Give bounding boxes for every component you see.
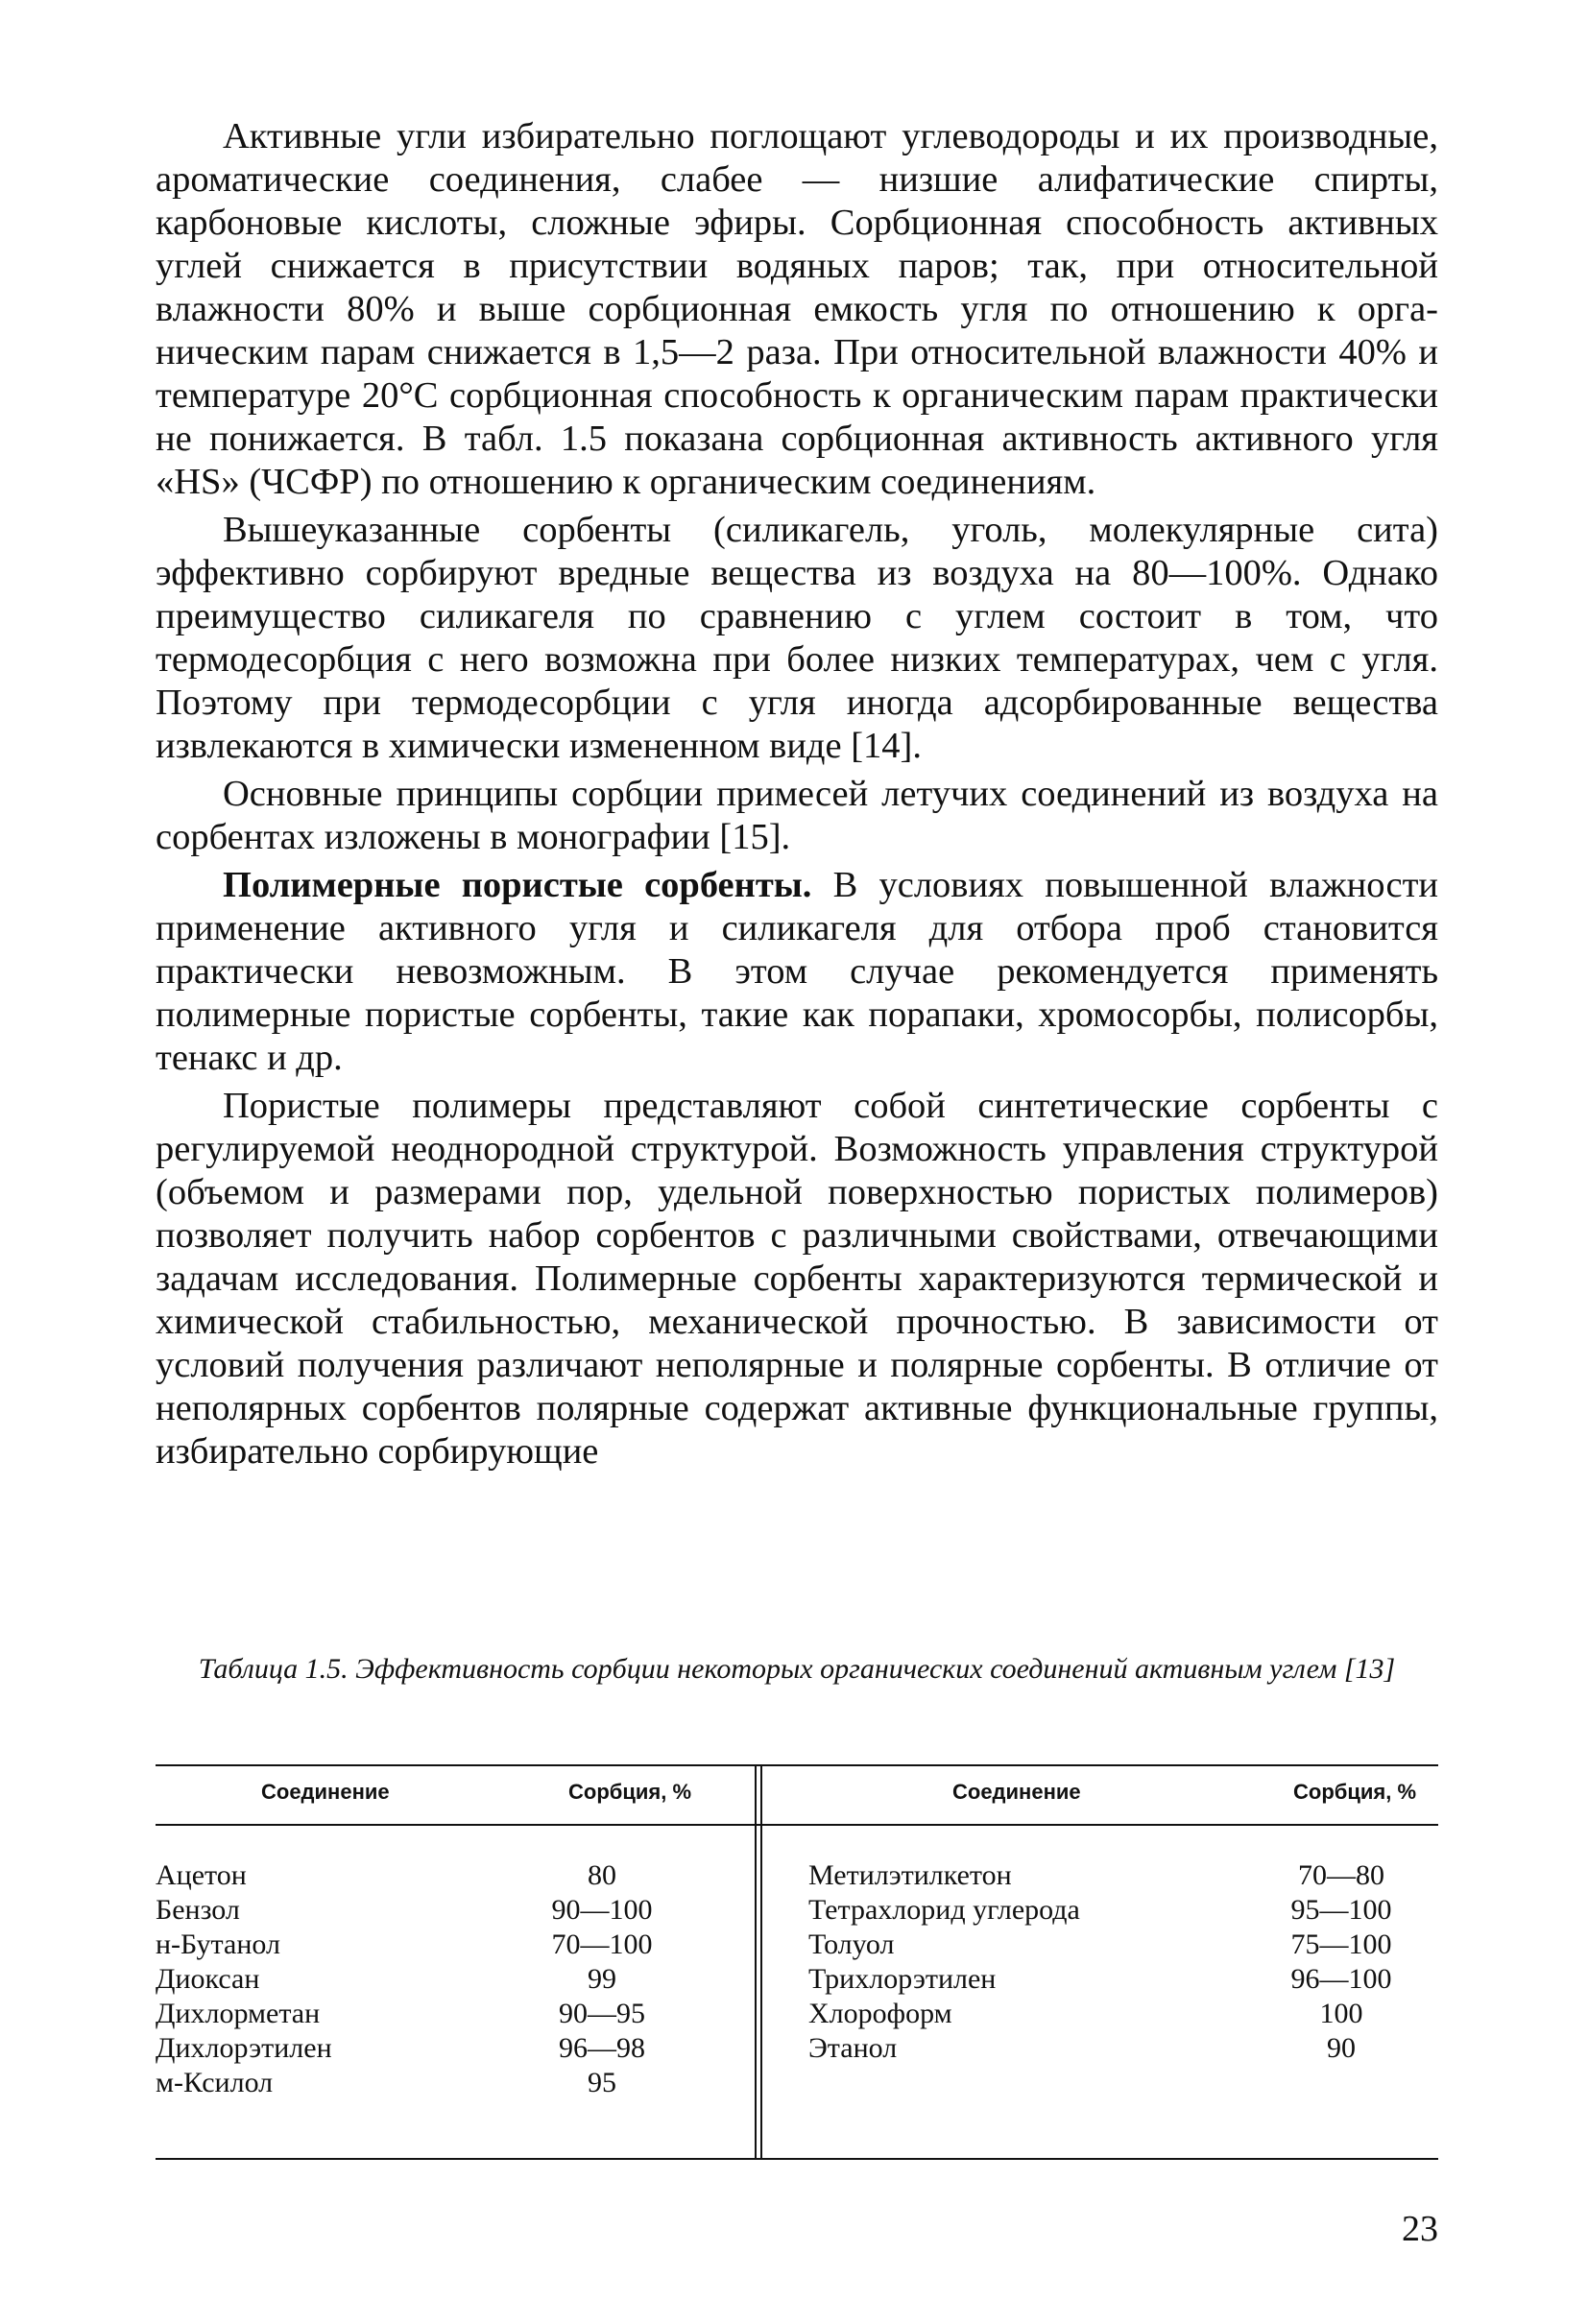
table-row [156, 1928, 749, 1962]
column-header-sorption: Сорбция, % [568, 1780, 692, 1804]
sorption-value: 80 [588, 1859, 616, 1891]
page-number: 23 [1402, 2209, 1438, 2249]
table-row [156, 1893, 749, 1928]
sorption-value: 90—95 [559, 1998, 645, 2029]
sorption-value: 90 [1327, 2032, 1356, 2064]
table-header-rule [156, 1824, 1438, 1826]
paragraph-5-text: Пористые полимеры представляют собой синтетические сорбенты с регулируемой неоднородной структурой. Возможность управления структурой (объемом и размерами пор, удельной поверхностью пористых полимеров) позволяет получить набор сорбентов с различными свойствами, отвечающими задачам исследования. Полимерные сорбенты характеризуются термической и химической стабильностью, механической прочностью. В зависимости от условий получения различают неполярные и полярные сорбенты. В отличие от неполярных сорбентов полярные содержат активные функциональные группы, избирательно сорбирующие [156, 1086, 1438, 1472]
compound-name: Дихлорэтилен [156, 2032, 332, 2064]
table-column-divider [755, 1764, 762, 2160]
left-rows [156, 1858, 749, 2100]
table-row [808, 1893, 1438, 1928]
sorption-value: 95 [588, 2067, 616, 2098]
column-header-compound-right: Соединение [952, 1780, 1081, 1804]
table-row [156, 2031, 749, 2066]
compound-name: м-Ксилол [156, 2067, 274, 2098]
compound-name: Бензол [156, 1894, 240, 1926]
compound-name: Хлороформ [808, 1998, 952, 2029]
sorption-value: 95—100 [1290, 1894, 1392, 1926]
compound-name: Диоксан [156, 1963, 260, 1995]
paragraph-1 [156, 115, 1438, 504]
sorption-value: 96—100 [1290, 1963, 1392, 1995]
compound-name: Толуол [808, 1929, 895, 1960]
sorption-value: 96—98 [559, 2032, 645, 2064]
compound-name: Дихлорметан [156, 1998, 321, 2029]
paragraph-2-text: Вышеуказанные сорбенты (силикагель, уголь, молекулярные сита) эффективно сорбируют вредные вещества из воздуха на 80—100%. Однако преимущество силикагеля по сравнению с углем состоит в том, что термодесорбция с него возможна при более низких температурах, чем с угля. Поэтому при термодесорбции с угля иногда адсорбированные вещества извлекаются в химически измененном виде [14]. [156, 510, 1438, 766]
paragraph-3 [156, 773, 1438, 859]
sorption-value: 90—100 [551, 1894, 653, 1926]
body-text [156, 115, 1438, 1478]
paragraph-3-text: Основные принципы сорбции примесей летучих соединений из воздуха на сорбентах изложены в монографии [15]. [156, 774, 1438, 857]
table-row [156, 1962, 749, 1997]
table-row [808, 1997, 1438, 2031]
column-header-compound: Соединение [261, 1780, 390, 1804]
sorption-value: 70—80 [1298, 1859, 1384, 1891]
paragraph-2 [156, 509, 1438, 768]
column-header-sorption-right: Сорбция, % [1293, 1780, 1417, 1804]
table-row [808, 1962, 1438, 1997]
compound-name: Ацетон [156, 1859, 247, 1891]
paragraph-1-text: Активные угли избирательно поглощают углеводороды и их производные, ароматические соединения, слабее — низшие алифатические спирты, карбоновые кислоты, сложные эфиры. Сорбционная способность активных углей снижается в присутствии водяных паров; так, при относительной влажности 80% и выше сорбционная емкость угля по отношению к органическим парам снижается в 1,5—2 раза. При относительной влажности 40% и температуре 20°С сорбционная способность к органическим парам практически не понижается. В табл. 1.5 показана сорбционная активность активного угля «HS» (ЧСФР) по отношению к органическим соединениям. [156, 116, 1438, 502]
table-caption: Таблица 1.5. Эффективность сорбции некоторых органических соединений активным углем [13] [198, 1653, 1396, 1685]
table-row [808, 1858, 1438, 1893]
table-top-rule [156, 1764, 1438, 1766]
right-rows [808, 1858, 1438, 2066]
table-row [156, 1858, 749, 1893]
compound-name: Трихлорэтилен [808, 1963, 997, 1995]
sorption-value: 70—100 [551, 1929, 653, 1960]
compound-name: н-Бутанол [156, 1929, 280, 1960]
sorption-value: 75—100 [1290, 1929, 1392, 1960]
compound-name: Тетрахлорид углерода [808, 1894, 1080, 1926]
sorption-value: 99 [588, 1963, 616, 1995]
sorption-value: 100 [1319, 1998, 1363, 2029]
table-row [156, 2066, 749, 2100]
table-bottom-rule [156, 2158, 1438, 2160]
compound-name: Метилэтилкетон [808, 1859, 1012, 1891]
compound-name: Этанол [808, 2032, 898, 2064]
paragraph-4-text: В условиях повышенной влажности применение активного угля и силикагеля для отбора проб становится практически невозможным. В этом случае рекомендуется применять полимерные пористые сорбенты, такие как порапаки, хромосорбы, полисорбы, тенакс и др. [156, 865, 1438, 1078]
paragraph-4 [156, 864, 1438, 1080]
paragraph-4-lead: Полимерные пористые сорбенты. [223, 865, 812, 905]
sorption-table [156, 1764, 1438, 2163]
table-row [808, 1928, 1438, 1962]
paragraph-5 [156, 1085, 1438, 1473]
table-row [156, 1997, 749, 2031]
table-row [808, 2031, 1438, 2066]
